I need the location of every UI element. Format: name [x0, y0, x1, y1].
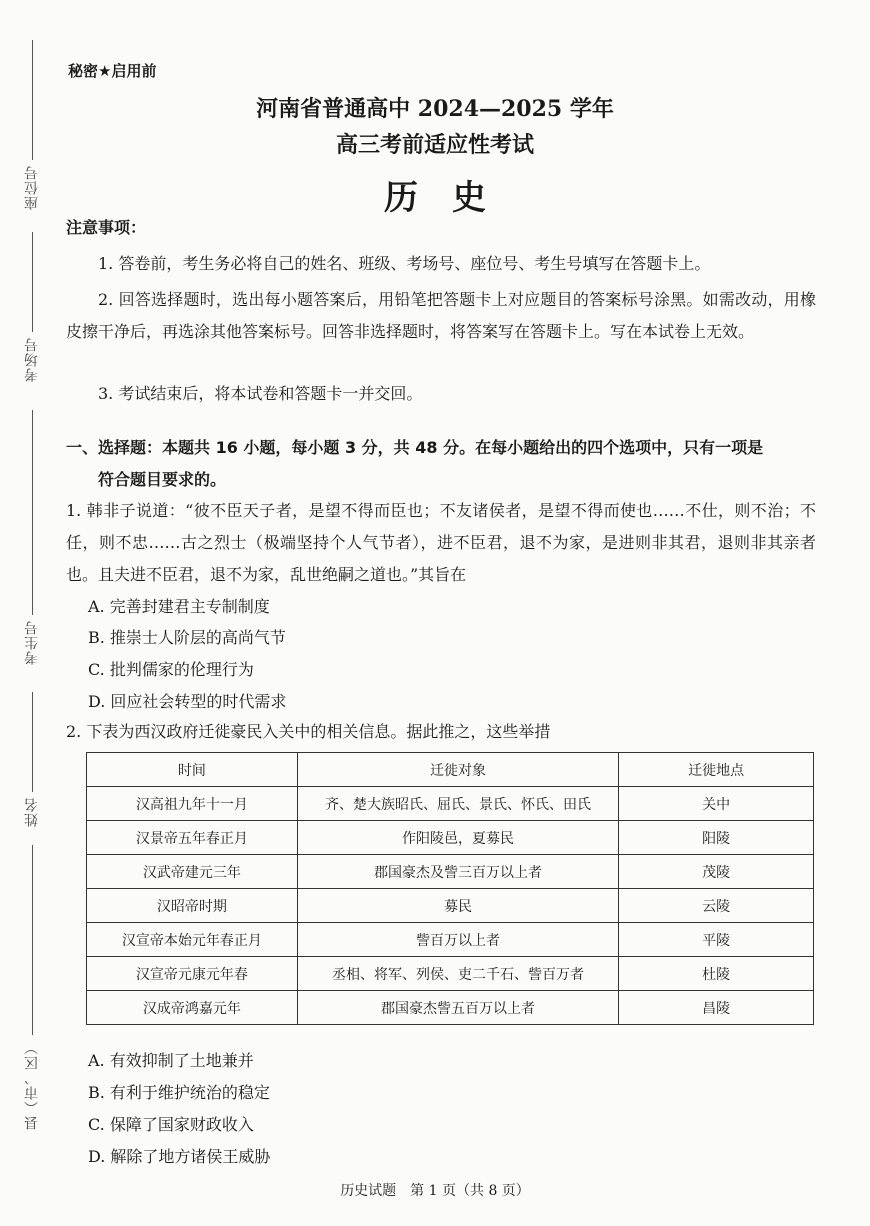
table-cell: 汉高祖九年十一月: [87, 787, 298, 821]
table-cell: 郡国豪杰訾五百万以上者: [297, 991, 619, 1025]
table-row: [87, 821, 814, 855]
notice-heading: 注意事项：: [66, 218, 147, 237]
table-row: [87, 855, 814, 889]
section-heading-line1: 一、选择题：本题共 16 小题，每小题 3 分，共 48 分。在每小题给出的四个选项中，只有一项是: [66, 438, 764, 457]
question-2-option-b: B. 有利于维护统治的稳定: [88, 1083, 270, 1102]
table-cell: 汉景帝五年春正月: [87, 821, 298, 855]
section-heading-line2: 符合题目要求的。: [98, 470, 227, 489]
table-cell: 汉宣帝本始元年春正月: [87, 923, 298, 957]
subject-title: 历史: [384, 178, 520, 218]
table-header-cell: 迁徙地点: [619, 753, 814, 787]
table-cell: 丞相、将军、列侯、吏二千石、訾百万者: [297, 957, 619, 991]
table-row: [87, 889, 814, 923]
exam-room-label: 考场号: [24, 337, 40, 382]
table-header-cell: 时间: [87, 753, 298, 787]
table-row: [87, 923, 814, 957]
migration-table: [86, 752, 814, 1025]
table-cell: 募民: [297, 889, 619, 923]
table-header-cell: 迁徙对象: [297, 753, 619, 787]
table-row: [87, 991, 814, 1025]
table-cell: 关中: [619, 787, 814, 821]
exam-subtitle: 高三考前适应性考试: [335, 132, 534, 158]
table-cell: 汉武帝建元三年: [87, 855, 298, 889]
table-row: [87, 787, 814, 821]
exam-title: 河南省普通高中 2024—2025 学年: [256, 96, 614, 122]
binding-line-4: [32, 692, 33, 792]
exam-number-label: 考生号: [24, 620, 40, 665]
table-cell: 汉成帝鸿嘉元年: [87, 991, 298, 1025]
section-heading: [66, 432, 821, 496]
page-footer: 历史试题 第 1 页（共 8 页）: [340, 1183, 530, 1199]
name-label: 姓名: [24, 797, 40, 827]
table-cell: 茂陵: [619, 855, 814, 889]
confidential-mark: 秘密★启用前: [68, 62, 157, 80]
table-cell: 昌陵: [619, 991, 814, 1025]
binding-line-2: [32, 232, 33, 332]
table-cell: 作阳陵邑，夏募民: [297, 821, 619, 855]
question-2-stem: 2. 下表为西汉政府迁徙豪民入关中的相关信息。据此推之，这些举措: [66, 722, 551, 741]
table-cell: 汉宣帝元康元年春: [87, 957, 298, 991]
notice-item-3: 3. 考试结束后，将本试卷和答题卡一并交回。: [98, 384, 423, 403]
notice-item-1: 1. 答卷前，考生务必将自己的姓名、班级、考场号、座位号、考生号填写在答题卡上。: [98, 254, 711, 273]
seat-number-label: 座位号: [24, 165, 40, 210]
notice-item-2: 2. 回答选择题时，选出每小题答案后，用铅笔把答题卡上对应题目的答案标号涂黑。如需改动，用橡皮擦干净后，再选涂其他答案标号。回答非选择题时，将答案写在答题卡上。写在本试卷上无效。: [66, 290, 816, 341]
question-2-option-a: A. 有效抑制了土地兼并: [88, 1051, 254, 1070]
question-2-option-c: C. 保障了国家财政收入: [88, 1115, 254, 1134]
table-cell: 汉昭帝时期: [87, 889, 298, 923]
county-label: 县（市、区）: [24, 1040, 40, 1130]
table-cell: 云陵: [619, 889, 814, 923]
table-cell: 郡国豪杰及訾三百万以上者: [297, 855, 619, 889]
table-cell: 平陵: [619, 923, 814, 957]
question-1-option-d: D. 回应社会转型的时代需求: [88, 692, 287, 711]
table-cell: 杜陵: [619, 957, 814, 991]
table-header-row: [87, 753, 814, 787]
question-1-option-a: A. 完善封建君主专制制度: [88, 597, 270, 616]
binding-line-5: [32, 845, 33, 1035]
table-cell: 訾百万以上者: [297, 923, 619, 957]
question-2-option-d: D. 解除了地方诸侯王威胁: [88, 1147, 271, 1166]
table-cell: 齐、楚大族昭氏、屈氏、景氏、怀氏、田氏: [297, 787, 619, 821]
question-1-option-b: B. 推崇士人阶层的高尚气节: [88, 628, 286, 647]
binding-line-3: [32, 410, 33, 615]
table-row: [87, 957, 814, 991]
table-cell: 阳陵: [619, 821, 814, 855]
question-1-option-c: C. 批判儒家的伦理行为: [88, 660, 254, 679]
question-1-stem: 1. 韩非子说道：“彼不臣天子者，是望不得而臣也；不友诸侯者，是望不得而使也……不仕，则不治；不任，则不忠……古之烈士（极端坚持个人气节者），进不臣君，退不为家，是进则非其君，退则非其亲者也。且夫进不臣君，退不为家，乱世绝嗣之道也。”其旨在: [66, 501, 816, 584]
